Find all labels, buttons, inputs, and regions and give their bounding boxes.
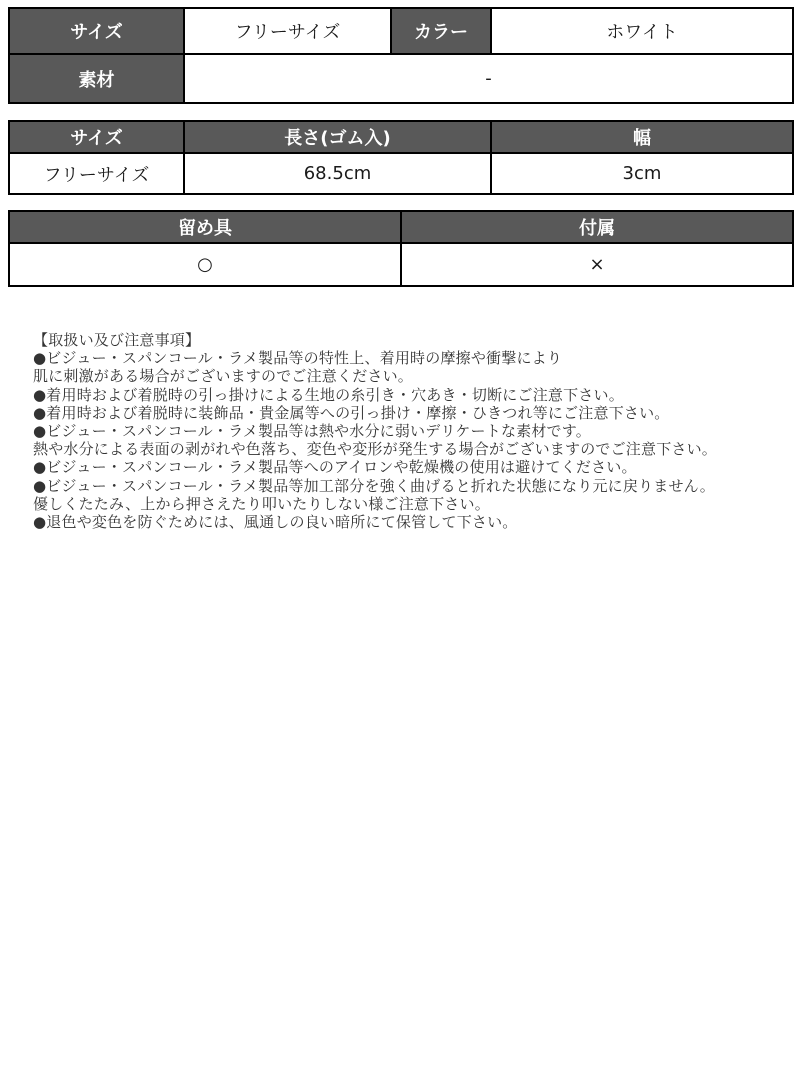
dim-length-header-cell: 長さ(ゴム入) [184, 121, 491, 153]
fastener-yes-mark: ○ [9, 243, 401, 286]
fastener-header-cell: 留め具 [9, 211, 401, 243]
dim-width-header-cell: 幅 [491, 121, 793, 153]
table-row [9, 243, 793, 286]
notes-line: 優しくたたみ、上から押さえたり叩いたりしない様ご注意下さい。 [33, 494, 490, 513]
table-row [9, 153, 793, 194]
notes-line: ●ビジュー・スパンコール・ラメ製品等は熱や水分に弱いデリケートな素材です。 [33, 422, 591, 441]
size-value-cell: フリーサイズ [184, 8, 391, 54]
care-notes-title: 【取扱い及び注意事項】 [33, 331, 201, 349]
fastener-accessory-table [8, 210, 794, 287]
dim-width-value-cell: 3cm [491, 153, 793, 194]
size-color-material-table [8, 7, 794, 104]
table-row [9, 54, 793, 103]
notes-line: ●退色や変色を防ぐためには、風通しの良い暗所にて保管して下さい。 [33, 513, 518, 532]
table-header-row [9, 121, 793, 153]
dim-size-header-cell: サイズ [9, 121, 184, 153]
accessory-header-cell: 付属 [401, 211, 793, 243]
dim-length-value-cell: 68.5cm [184, 153, 491, 194]
color-header-cell: カラー [391, 8, 491, 54]
material-value-cell: - [184, 54, 793, 103]
dim-size-value-cell: フリーサイズ [9, 153, 184, 194]
notes-line: ●ビジュー・スパンコール・ラメ製品等加工部分を強く曲げると折れた状態になり元に戻りません。 [33, 476, 715, 495]
notes-line: ●着用時および着脱時の引っ掛けによる生地の糸引き・穴あき・切断にご注意下さい。 [33, 385, 624, 404]
table-header-row [9, 211, 793, 243]
accessory-no-mark: × [401, 243, 793, 286]
care-notes [33, 331, 773, 531]
notes-line: ●ビジュー・スパンコール・ラメ製品等へのアイロンや乾燥機の使用は避けてください。 [33, 458, 637, 477]
material-header-cell: 素材 [9, 54, 184, 103]
notes-line: ●着用時および着脱時に装飾品・貴金属等への引っ掛け・摩擦・ひきつれ等にご注意下さい。 [33, 403, 670, 422]
table-row [9, 8, 793, 54]
notes-line: 熱や水分による表面の剥がれや色落ち、変色や変形が発生する場合がございますのでご注意下さい。 [33, 440, 718, 459]
notes-line: 肌に刺激がある場合がございますのでご注意ください。 [33, 367, 414, 386]
notes-line: ●ビジュー・スパンコール・ラメ製品等の特性上、着用時の摩擦や衝撃により [33, 349, 563, 368]
dimensions-table [8, 120, 794, 195]
size-header-cell: サイズ [9, 8, 184, 54]
color-value-cell: ホワイト [491, 8, 793, 54]
